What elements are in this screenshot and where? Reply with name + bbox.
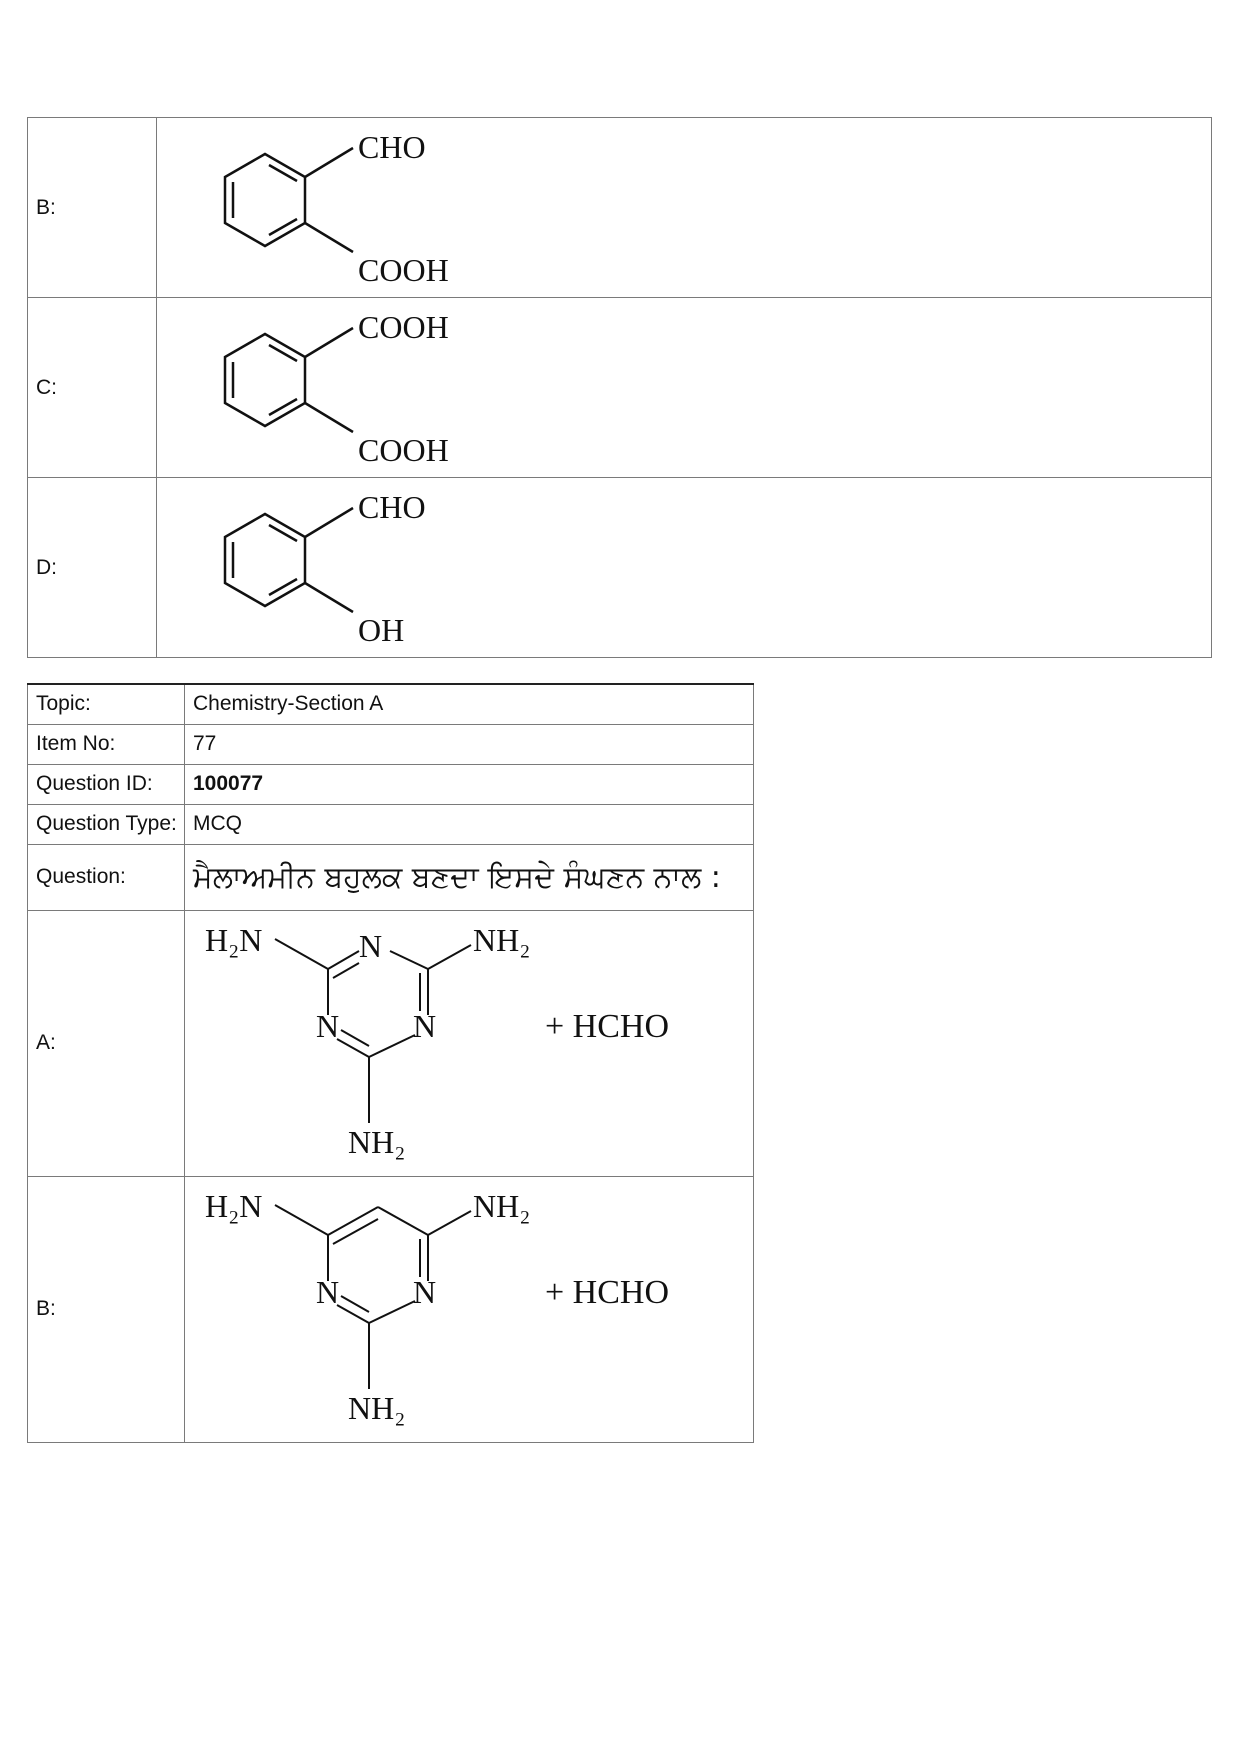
nh2-right-group: NH₂ (473, 1187, 531, 1224)
question-id-row (28, 764, 754, 804)
nh2-bottom-group: NH₂ (348, 1389, 406, 1426)
substituent-top: CHO (358, 489, 426, 525)
option-structure-cell (157, 118, 1212, 298)
substituent-top: COOH (358, 309, 449, 345)
option-row-c-prev (28, 298, 1212, 478)
option-label: C: (28, 298, 157, 478)
question-type-label: Question Type: (28, 804, 185, 844)
nh2-bottom-group: NH₂ (348, 1123, 406, 1160)
option-structure-cell (157, 478, 1212, 658)
question-type-row (28, 804, 754, 844)
question-table (27, 683, 754, 1443)
previous-question-options-table (27, 117, 1212, 658)
option-row-d-prev (28, 478, 1212, 658)
option-row-b (28, 1176, 754, 1442)
item-value: 77 (185, 724, 754, 764)
option-row-b-prev (28, 118, 1212, 298)
substituent-bottom: COOH (358, 252, 449, 288)
item-label: Item No: (28, 724, 185, 764)
item-row (28, 724, 754, 764)
substituent-top: CHO (358, 129, 426, 165)
question-text: ਮੈਲਾਅਮੀਨ ਬਹੁਲਕ ਬਣਦਾ ਇਸਦੇ ਸੰਘਣਨ ਨਾਲ : (185, 844, 754, 910)
h2n-group: H₂N (205, 921, 263, 958)
reagent-hcho: + HCHO (545, 1273, 670, 1311)
ring-nitrogen-left: N (316, 1273, 340, 1310)
nh2-right-group: NH₂ (473, 921, 531, 958)
option-label: B: (28, 1176, 185, 1442)
question-type-value: MCQ (185, 804, 754, 844)
question-row (28, 844, 754, 910)
option-structure-cell (157, 298, 1212, 478)
option-label: B: (28, 118, 157, 298)
h2n-group: H₂N (205, 1187, 263, 1224)
option-row-a (28, 910, 754, 1176)
benzene-structure-c (165, 298, 465, 477)
ring-nitrogen-right: N (413, 1007, 437, 1044)
option-structure-cell (185, 1176, 754, 1442)
ring-nitrogen-left: N (316, 1007, 340, 1044)
option-label: A: (28, 910, 185, 1176)
topic-value: Chemistry-Section A (185, 684, 754, 724)
reagent-hcho: + HCHO (545, 1007, 670, 1045)
question-id-value: 100077 (185, 764, 754, 804)
ring-nitrogen-right: N (413, 1273, 437, 1310)
question-id-label: Question ID: (28, 764, 185, 804)
substituent-bottom: OH (358, 612, 405, 648)
option-label: D: (28, 478, 157, 658)
question-label: Question: (28, 844, 185, 910)
substituent-bottom: COOH (358, 432, 449, 468)
option-structure-cell (185, 910, 754, 1176)
pyrimidine-structure (193, 1177, 753, 1442)
triazine-structure (193, 911, 753, 1176)
ring-nitrogen-top: N (359, 927, 383, 964)
benzene-structure-b (165, 118, 465, 297)
benzene-structure-d (165, 478, 465, 657)
topic-label: Topic: (28, 684, 185, 724)
topic-row (28, 684, 754, 724)
